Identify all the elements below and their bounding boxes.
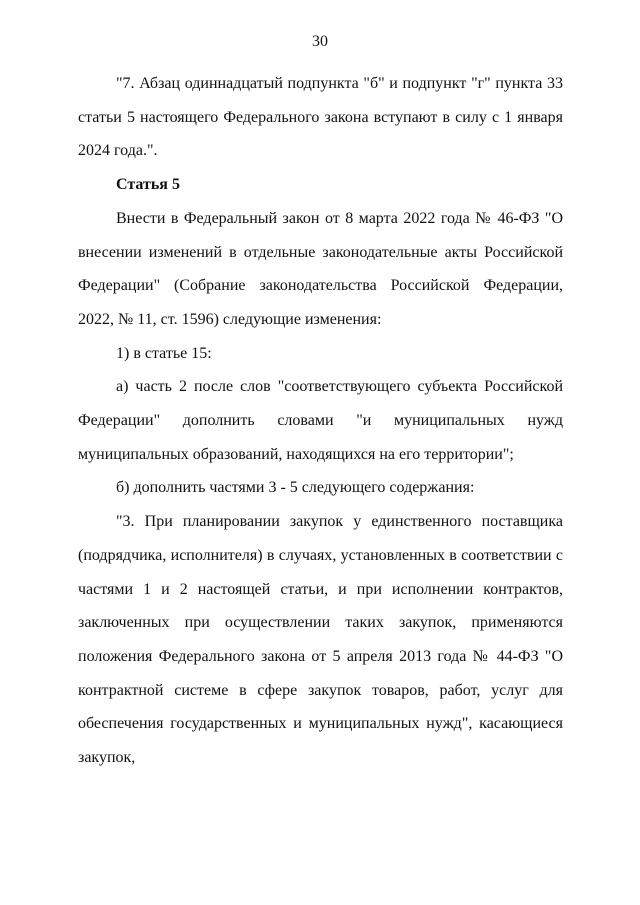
paragraph-article-15: 1) в статье 15:	[116, 344, 212, 362]
paragraph-part-3: "3. При планировании закупок у единственного поставщика (подрядчика, исполнителя) в случаях, установленных в соответствии с частями 1 и 2 настоящей статьи, и при исполнении контрактов, заключенных при осуществлении таких закупок, применяются положения Федерального закона от 5 апреля 2013 года № 44-ФЗ "О контрактной системе в сфере закупок товаров, работ, услуг для обеспечения государственных и муниципальных нужд", касающиеся закупок,	[78, 513, 563, 767]
article-heading: Статья 5	[116, 176, 180, 194]
paragraph-amendment-intro: Внести в Федеральный закон от 8 марта 2022 года № 46-ФЗ "О внесении изменений в отдельные законодательные акты Российской Федерации" (Собрание законодательства Российской Федерации, 2022, № 11, ст. 1596) следующие изменения:	[78, 209, 563, 328]
document-body	[78, 67, 563, 775]
paragraph-effective-date: "7. Абзац одиннадцатый подпункта "б" и подпункт "г" пункта 33 статьи 5 настоящего Федерального закона вступают в силу с 1 января 2024 года.".	[78, 75, 563, 160]
paragraph-item-a: а) часть 2 после слов "соответствующего субъекта Российской Федерации" дополнить словами "и муниципальных нужд муниципальных образований, находящихся на его территории";	[78, 378, 563, 463]
paragraph-item-b: б) дополнить частями 3 - 5 следующего содержания:	[116, 479, 475, 497]
page-number: 30	[312, 33, 328, 50]
